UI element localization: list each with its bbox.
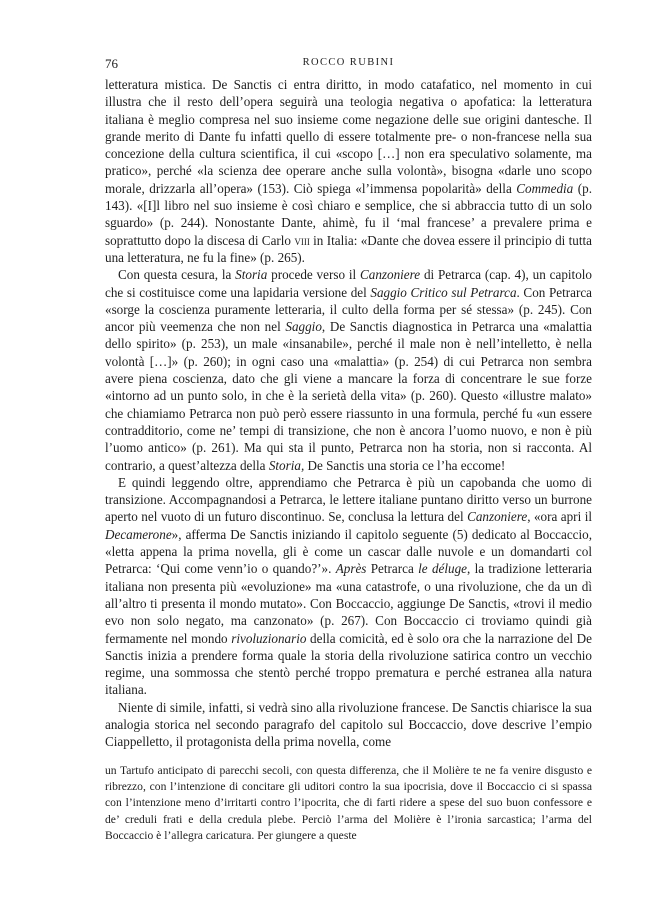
running-head: ROCCO RUBINI — [302, 57, 395, 68]
text-run: letteratura mistica. De Sanctis ci entra diritto, in modo catafatico, nel momento in cui illustra che il resto dell’opera seguirà una teologia negativa o apofatica: la letteratura italiana è meglio compresa nel suo insieme come negazione delle sue origini dantesche. Il grande merito di Dante fu infatti quello di essere totalmente pre- o non-francese nella sua concezione della cultura scientifica, il cui «scopo […] non era speculativo solamente, ma pratico», perché «la scienza dee operare anche sulla volontà», bisogna «darle uno scopo morale, drizzarla all’opera» (153). Ciò spiega «l’immensa popolarità» della — [105, 77, 592, 196]
italic-text: rivoluzionario — [231, 630, 307, 646]
text-run: Petrarca — [366, 561, 419, 577]
paragraph — [105, 474, 592, 699]
block-quote-text: un Tartufo anticipato di parecchi secoli, con questa differenza, che il Molière te ne fa venire disgusto e ribrezzo, con l’intenzione di concitare gli uditori contro la sua ipocrisia, dove il Boccaccio ci si spassa con l’intenzione meno d’irritarti contro l’ipocrita, che di farti ridere a spese del suo buon confessore e de’ creduli frati e della credula plebe. Perciò l’arma del Molière è l’ironia sarcastica; l’arma del Boccaccio è l’allegra caricatura. Per giungere a queste — [105, 763, 592, 843]
text-run: di Petrarca (cap. 4), un capitolo che si costituisce come una lapidaria versione del — [105, 267, 592, 300]
italic-text: Commedia — [516, 180, 574, 196]
paragraph — [105, 266, 592, 474]
small-caps-text: viii — [294, 232, 310, 248]
paragraph — [105, 76, 592, 266]
text-run: , la tradizione letteraria italiana non presenta più «evoluzione» ma «una catastrofe, o una rivoluzione, che da un dì all’altro ti presenta il mondo mutato». Con Boccaccio, aggiunge De Sanctis, «trovi il medio evo non solo negato, ma canzonato» (p. 267). Con Boccaccio ci troviamo quindi già fermamente nel mondo — [105, 561, 592, 646]
text-run: in Italia: «Dante che dovea essere il principio di tutta una letteratura, ne fu la fine» (p. 265). — [105, 232, 592, 265]
text-run: . Con Petrarca «sorge la coscienza puramente letteraria, il culto della forma per sé stessa» (p. 245). Con ancor più veemenza che non nel — [105, 284, 592, 335]
text-run: , «ora apri il — [527, 509, 592, 525]
text-run: , De Sanctis diagnostica in Petrarca una «malattia dello spirito» (p. 253), un male «insanabile», perché il male non è nell’intelletto, è nella volontà […]» (p. 260); in ogni caso una «malattia» (p. 254) di cui Petrarca non sembra avere piena coscienza, dato che gli viene a mancare la forza di concentrare le sue forze «intorno ad un punto solo, in che è la serietà della vita» (p. 260). Questo «illustre malato» che chiamiamo Petrarca non può però essere riassunto in una formula, perché fu «un essere contradditorio, come ne’ tempi di transizione, che non è ancora l’uomo nuovo, e non è più l’uomo antico» (p. 261). Ma qui sta il punto, Petrarca non ha storia, non si racconta. Al contrario, a quest’altezza della — [105, 319, 592, 473]
body-text — [105, 76, 592, 751]
text-run: procede verso il — [267, 267, 360, 283]
italic-text: Storia, — [268, 457, 305, 473]
page — [105, 0, 592, 845]
text-run: (p. 143). «[I]l libro nel suo insieme è così chiaro e semplice, che si abbraccia tutto di un solo sguardo» (p. 244). Nonostante Dante, ahimè, fu il ‘mal francese’ a prevalere prima e soprattutto dopo la discesa di Carlo — [105, 180, 592, 248]
text-run: De Sanctis una storia ce l’ha eccome! — [304, 457, 506, 473]
text-run: », afferma De Sanctis iniziando il capitolo seguente (5) dedicato al Boccaccio, «letta appena la prima novella, gli è come un cascar dalle nuvole e un domandarti col Petrarca: ‘Qui come venn’io o quando?’». — [105, 526, 592, 577]
italic-text: Decamerone — [105, 526, 172, 542]
italic-text: Storia — [235, 267, 268, 283]
page-header — [105, 56, 592, 76]
italic-text: Saggio — [285, 319, 322, 335]
page-number: 76 — [105, 56, 118, 71]
text-run: Con questa cesura, la — [118, 267, 236, 283]
text-run: Niente di simile, infatti, si vedrà sino alla rivoluzione francese. De Sanctis chiarisce la sua analogia storica nel secondo paragrafo del capitolo sul Boccaccio, dove descrive l’empio Ciappelletto, il protagonista della prima novella, come — [105, 699, 592, 750]
italic-text: Canzoniere — [467, 509, 528, 525]
text-run: della comicità, ed è solo ora che la narrazione del De Sanctis inizia a prendere forma quale la storia della rivoluzione satirica contro un vecchio regime, una sommossa che stentò perché troppo prematura e perché estranea alla natura italiana. — [105, 630, 592, 698]
italic-text: Après — [335, 561, 367, 577]
italic-text: le déluge — [418, 561, 467, 577]
text-run: E quindi leggendo oltre, apprendiamo che Petrarca è più un capobanda che uomo di transizione. Accompagnandosi a Petrarca, le lettere italiane puntano diritto verso un burrone aperto nel vuoto di un futuro discontinuo. Se, conclusa la lettura del — [105, 474, 592, 525]
italic-text: Canzoniere — [360, 267, 421, 283]
italic-text: Saggio Critico sul Petrarca — [370, 284, 517, 300]
paragraph — [105, 699, 592, 751]
block-quote — [105, 763, 592, 845]
